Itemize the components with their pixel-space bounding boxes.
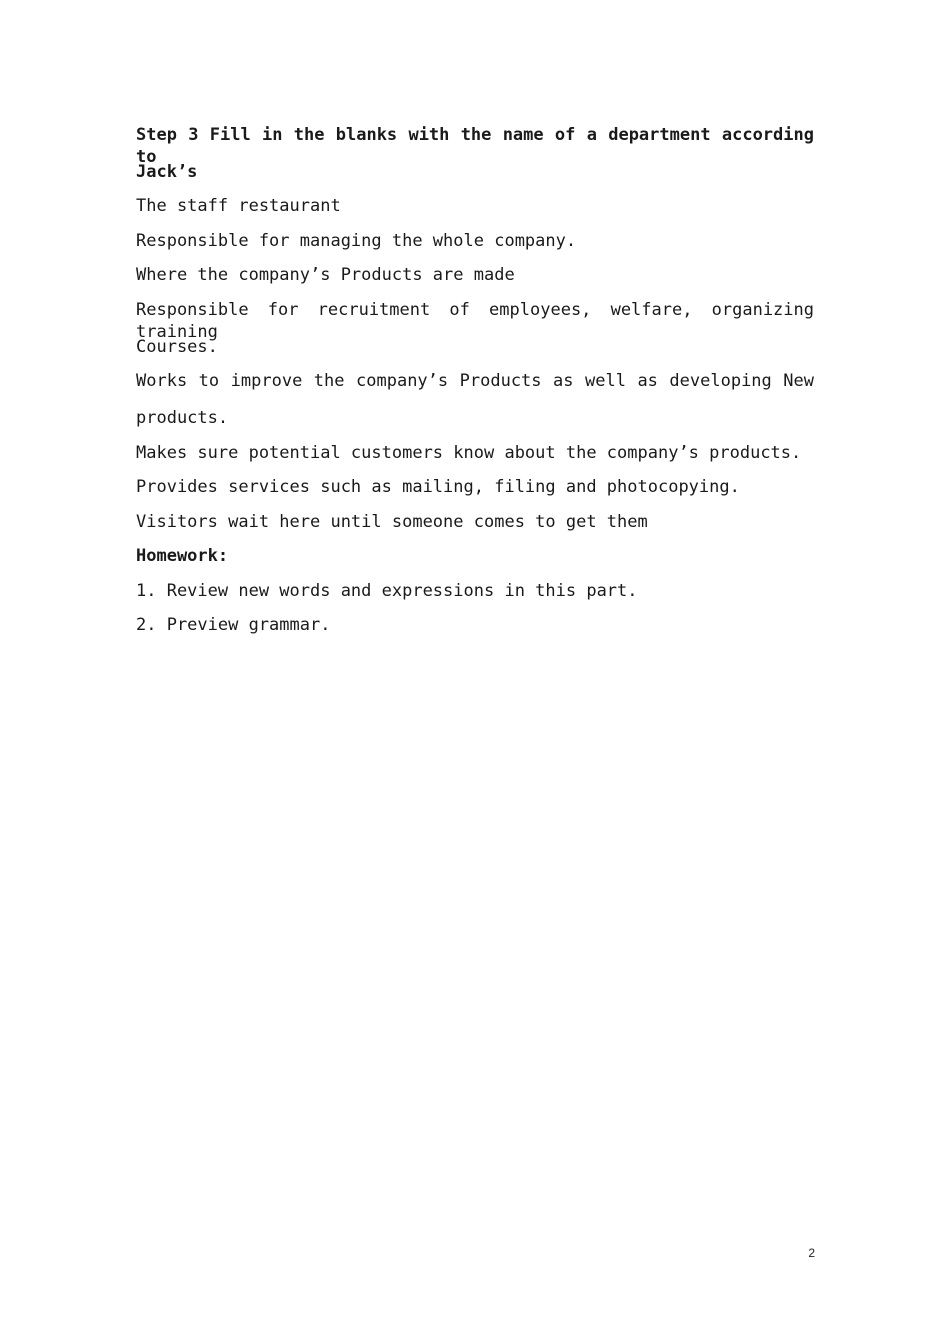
step-heading-line-1: Step 3 Fill in the blanks with the name of a department according to (136, 125, 814, 167)
page-content (136, 124, 814, 649)
blank-item: Where the company’s Products are made (136, 265, 515, 285)
blank-item: Visitors wait here until someone comes to get them (136, 511, 648, 532)
homework-item: 1. Review new words and expressions in this part. (136, 580, 638, 601)
homework-item: 2. Preview grammar. (136, 615, 331, 635)
blank-item: The staff restaurant (136, 196, 341, 216)
homework-heading: Homework: (136, 546, 229, 566)
blank-item: Provides services such as mailing, filing and photocopying. (136, 477, 740, 497)
step-heading-line-2: Jack’s (136, 162, 198, 182)
blank-item: Responsible for recruitment of employees, welfare, organizing training (136, 299, 814, 342)
blank-item-continuation: Courses. (136, 336, 218, 357)
blank-item: Responsible for managing the whole company. (136, 230, 577, 251)
page-number: 2 (808, 1246, 815, 1260)
blank-item-continuation: products. (136, 408, 229, 428)
blank-item: Works to improve the company’s Products as well as developing New (136, 371, 814, 391)
blank-item: Makes sure potential customers know about the company’s products. (136, 442, 802, 463)
